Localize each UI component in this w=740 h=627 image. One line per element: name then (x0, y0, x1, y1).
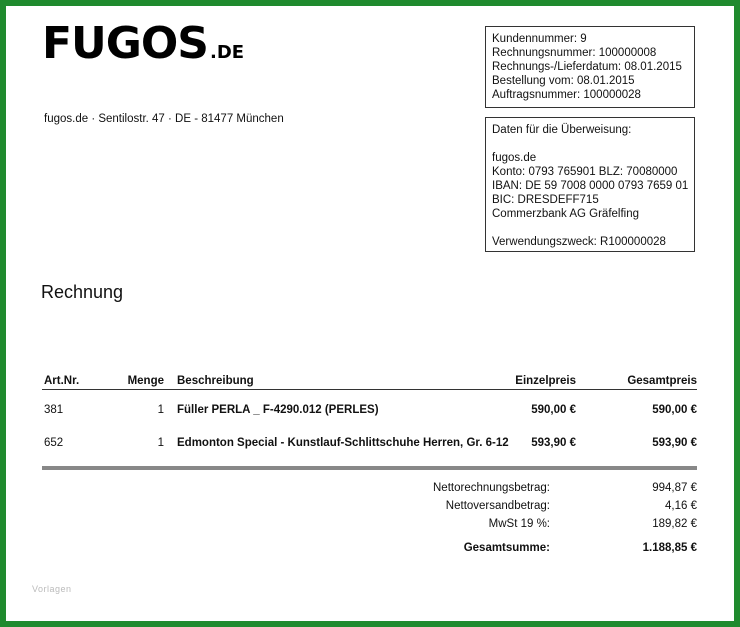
bank-bic: BIC: DRESDEFF715 (492, 194, 599, 206)
net-invoice-value: 994,87 € (652, 482, 697, 494)
invoice-date: Rechnungs-/Lieferdatum: 08.01.2015 (492, 61, 682, 73)
grand-total-value: 1.188,85 € (642, 542, 697, 554)
row-gesamtpreis: 593,90 € (652, 437, 697, 449)
sender-address: fugos.de · Sentilostr. 47 · DE - 81477 München (44, 113, 284, 125)
header-art-nr: Art.Nr. (44, 375, 80, 387)
customer-info-box (485, 26, 695, 108)
document-title: Rechnung (41, 282, 124, 302)
bank-transfer-box (485, 117, 695, 252)
row-einzelpreis: 593,90 € (531, 437, 576, 449)
header-menge: Menge (127, 375, 164, 387)
header-gesamtpreis: Gesamtpreis (627, 375, 697, 387)
invoice-page (6, 6, 734, 621)
bank-iban: IBAN: DE 59 7008 0000 0793 7659 01 (492, 180, 689, 192)
table-bottom-divider (42, 466, 697, 470)
vat-label: MwSt 19 %: (488, 518, 550, 530)
row-art-nr: 381 (44, 404, 64, 416)
row-art-nr: 652 (44, 437, 64, 449)
row-description: Füller PERLA _ F-4290.012 (PERLES) (177, 404, 379, 416)
net-invoice-label: Nettorechnungsbetrag: (433, 482, 550, 494)
bank-name: Commerzbank AG Gräfelfing (492, 208, 640, 220)
grand-total-label: Gesamtsumme: (463, 542, 550, 554)
payment-reference: Verwendungszweck: R100000028 (492, 236, 666, 248)
invoice-number: Rechnungsnummer: 100000008 (492, 47, 657, 59)
vat-value: 189,82 € (652, 518, 697, 530)
bank-heading: Daten für die Überweisung: (492, 124, 632, 136)
header-einzelpreis: Einzelpreis (515, 375, 576, 387)
order-number: Auftragsnummer: 100000028 (492, 89, 641, 101)
customer-number: Kundennummer: 9 (492, 33, 587, 45)
header-divider (42, 389, 697, 390)
bank-payee: fugos.de (492, 152, 537, 164)
row-menge: 1 (157, 404, 164, 416)
order-date: Bestellung vom: 08.01.2015 (492, 75, 635, 87)
logo-tld: .DE (210, 42, 245, 63)
row-gesamtpreis: 590,00 € (652, 404, 697, 416)
header-beschreibung: Beschreibung (177, 375, 254, 387)
watermark: Vorlagen (32, 584, 72, 594)
row-menge: 1 (157, 437, 164, 449)
net-shipping-label: Nettoversandbetrag: (445, 500, 550, 512)
logo-text: FUGOS (42, 18, 208, 69)
row-description: Edmonton Special - Kunstlauf-Schlittschuhe Herren, Gr. 6-12 (177, 437, 509, 449)
bank-account: Konto: 0793 765901 BLZ: 70080000 (492, 166, 678, 178)
fugos-logo (42, 18, 245, 69)
row-einzelpreis: 590,00 € (531, 404, 576, 416)
net-shipping-value: 4,16 € (665, 500, 697, 512)
